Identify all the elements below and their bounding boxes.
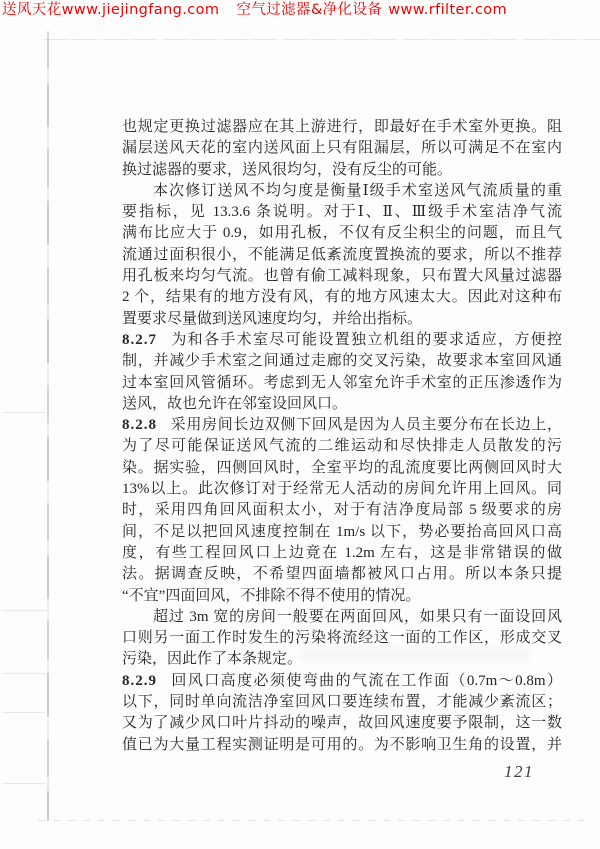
scan-streak [2, 673, 47, 674]
text-line: 13%以上。此次修订对于经常无人活动的房间允许用上回风。同 [122, 481, 562, 498]
page-bottom-edge [38, 820, 586, 821]
text-line: 过本室回风管循环。考虑到无人邻室允许手术室的正压渗透作为 [122, 374, 562, 391]
text-line: 口则另一面工作时发生的污染将流经这一面的工作区，形成交叉 [122, 630, 562, 647]
text-line: 超过 3m 宽的房间一般要在两面回风，如果只有一面设回风 [153, 608, 562, 625]
text-line: 值已为大量工程实测证明是可用的。为不影响卫生角的设置，并 [122, 736, 562, 753]
text-line: 要指标，见 13.3.6 条说明。对于Ⅰ、Ⅱ、Ⅲ级手术室洁净气流 [122, 204, 562, 221]
text-line: 间，不足以把回风速度控制在 1m/s 以下，势必要抬高回风口高 [122, 523, 562, 540]
scan-streak [2, 712, 45, 713]
section-number: 8.2.8 [122, 417, 157, 434]
text-line: 8.2.7 为和各手术室尽可能设置独立机组的要求适应，方便控 [122, 331, 562, 348]
watermark-header [2, 1, 507, 20]
binding-crease-line [47, 31, 49, 821]
text-line: 为了尽可能保证送风气流的二维运动和尽快排走人员散发的污 [122, 438, 562, 455]
scan-streak [2, 783, 46, 784]
text-line: 送风，故也允许在邻室设回风口。 [122, 395, 348, 412]
text-line: 用孔板来均匀气流。也曾有偷工减料现象，只布置大风量过滤器 [122, 268, 562, 285]
text-line: 漏层送风天花的室内送风面上只有阻漏层，所以可满足不在室内 [122, 140, 562, 157]
text-line: 满布比应大于 0.9，如用孔板，不仅有反尘积尘的问题，而且气 [122, 225, 562, 242]
page-top-edge [44, 39, 600, 40]
text-line: 换过滤器的要求，送风很均匀，没有反尘的可能。 [122, 161, 453, 178]
header-left-site[interactable]: 送风天花www.jiejingfang.com [2, 2, 220, 18]
text-line: 流通过面积很小，不能满足低紊流度置换流的要求，所以不推荐 [122, 246, 562, 263]
text-line: 制，并减少手术室之间通过走廊的交叉污染，故要求本室回风通 [122, 353, 562, 370]
text-line: 也规定更换过滤器应在其上游进行，即最好在手术室外更换。阻 [122, 119, 562, 135]
text-line: 又为了减少风口叶片抖动的噪声，故回风速度要予限制，这一数 [122, 715, 562, 732]
text-line: 染。据实验，四侧回风时，全室平均的乱流度要比两侧回风时大 [122, 459, 562, 476]
text-line: 8.2.9 回风口高度必须使弯曲的气流在工作面（0.7m～0.8m） [122, 672, 562, 689]
scan-streak [2, 412, 46, 413]
text-line: 本次修订送风不均匀度是衡量Ⅰ级手术室送风气流质量的重 [153, 182, 562, 199]
page-number: 121 [504, 762, 534, 781]
header-right-name: 空气过滤器&净化设备 [236, 2, 383, 18]
text-line: 法。据调查反映，不希望四面墙都被风口占用。所以本条只提 [122, 566, 562, 583]
body-text [122, 117, 562, 756]
text-line: 时，采用四角回风面积太小，对于有洁净度局部 5 级要求的房 [122, 502, 562, 519]
text-line: 8.2.8 采用房间长边双侧下回风是因为人员主要分布在长边上， [122, 417, 562, 434]
text-line: 2 个，结果有的地方没有风，有的地方风速太大。因此对这种布 [122, 289, 562, 306]
scan-streak [2, 610, 48, 611]
section-number: 8.2.7 [122, 331, 157, 348]
text-line: 以下，同时单向流洁净室回风口要连续布置，才能减少紊流区； [122, 694, 562, 711]
text-line: “不宜”四面回风，不排除不得不使用的情况。 [122, 587, 421, 604]
text-line: 度，有些工程回风口上边竟在 1.2m 左右，这是非常错误的做 [122, 544, 562, 561]
text-line: 污染，因此作了本条规定。 [122, 651, 303, 668]
section-number: 8.2.9 [122, 672, 157, 689]
text-line: 置要求尽量做到送风速度均匀，并给出指标。 [122, 310, 423, 327]
header-right-url[interactable]: www.rfilter.com [388, 2, 508, 18]
